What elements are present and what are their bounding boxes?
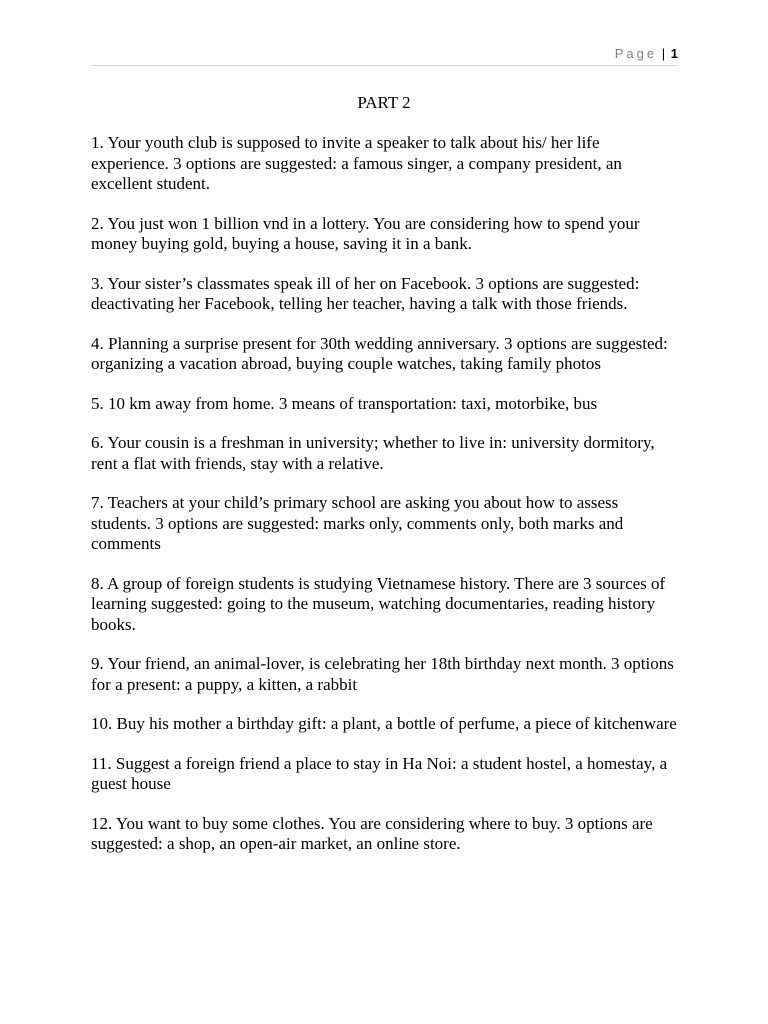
- question-item-12: 12. You want to buy some clothes. You are considering where to buy. 3 options are suggested: a shop, an open-air market, an online store.: [91, 813, 653, 853]
- question-item-9: 9. Your friend, an animal-lover, is celebrating her 18th birthday next month. 3 options for a present: a puppy, a kitten, a rabbit: [91, 654, 674, 694]
- question-item-1: 1. Your youth club is supposed to invite a speaker to talk about his/ her life experience. 3 options are suggested: a famous singer, a company president, an excellent student.: [91, 133, 622, 193]
- page-header: [91, 46, 678, 66]
- question-item-5: 5. 10 km away from home. 3 means of transportation: taxi, motorbike, bus: [91, 393, 598, 413]
- question-item-7: 7. Teachers at your child’s primary school are asking you about how to assess students. 3 options are suggested: marks only, comments only, both marks and comments: [91, 493, 624, 553]
- page-label: Page: [614, 46, 658, 61]
- question-item-8: 8. A group of foreign students is studying Vietnamese history. There are 3 sources of learning suggested: going to the museum, watching documentaries, reading history books.: [91, 573, 666, 634]
- question-list: [91, 133, 681, 874]
- question-item-4: 4. Planning a surprise present for 30th wedding anniversary. 3 options are suggested: organizing a vacation abroad, buying couple watches, taking family photos: [91, 333, 668, 373]
- page-separator: |: [661, 46, 666, 61]
- page-title: PART 2: [357, 93, 411, 112]
- page-number: 1: [670, 46, 678, 61]
- question-item-3: 3. Your sister’s classmates speak ill of her on Facebook. 3 options are suggested: deactivating her Facebook, telling her teacher, having a talk with those friends.: [91, 273, 640, 313]
- question-item-10: 10. Buy his mother a birthday gift: a plant, a bottle of perfume, a piece of kitchenware: [91, 714, 677, 733]
- question-item-11: 11. Suggest a foreign friend a place to stay in Ha Noi: a student hostel, a homestay, a guest house: [91, 753, 668, 793]
- question-item-2: 2. You just won 1 billion vnd in a lottery. You are considering how to spend your money buying gold, buying a house, saving it in a bank.: [91, 213, 640, 253]
- question-item-6: 6. Your cousin is a freshman in university; whether to live in: university dormitory, rent a flat with friends, stay with a relative.: [91, 433, 655, 473]
